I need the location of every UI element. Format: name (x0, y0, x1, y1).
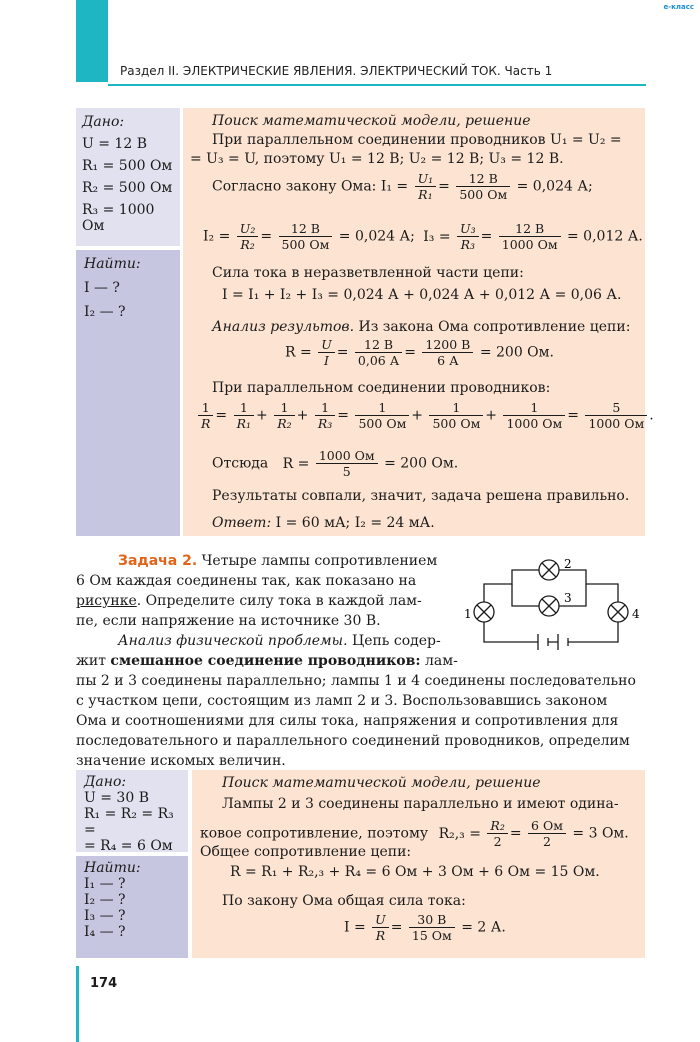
numerator: U₃ (457, 221, 479, 237)
lamp-1-icon (474, 602, 494, 622)
given-label: Дано: (84, 774, 127, 790)
formula-text: = 200 Ом. (479, 344, 554, 361)
fraction (585, 400, 647, 431)
denominator: 1000 Ом (588, 416, 645, 431)
numerator: 1 (429, 400, 483, 416)
publisher-logo: e-класс (663, 3, 694, 11)
denominator: R₃ (460, 237, 476, 252)
denominator: 15 Ом (411, 928, 452, 943)
formula-resistance: R = $\frac{U}{I}$ = $\frac{12 В}{0,06 А}$ = $\frac{1200 В}{6 А}$ = 200 Ом. (285, 337, 554, 368)
find-item: I₂ — ? (84, 304, 126, 320)
numerator: 6 Ом (528, 818, 566, 834)
analysis-label: Анализ результов. (212, 319, 355, 335)
denominator: R₁ (236, 416, 252, 431)
given-box-1 (76, 108, 180, 246)
denominator: 5 (342, 464, 351, 479)
fraction (355, 400, 409, 431)
denominator: 1000 Ом (501, 237, 558, 252)
find-label: Найти: (84, 860, 141, 876)
formula-text: Согласно закону Ома: (212, 178, 377, 195)
task-2-text: . Определите силу тока в каждой лам- (136, 593, 422, 609)
task-2-line (76, 592, 422, 610)
formula-text: = 0,012 А. (567, 228, 643, 245)
solution-line: По закону Ома общая сила тока: (222, 893, 466, 909)
analysis-line: с участком цепи, состоящим из ламп 2 и 3. Воспользовавшись законом (76, 693, 608, 709)
analysis-line: Ома и соотношениями для силы тока, напряжения и сопротивления для (76, 713, 619, 729)
formula-total-resistance: R = R₁ + R₂,₃ + R₄ = 6 Ом + 3 Ом + 6 Ом = 15 Ом. (230, 864, 600, 880)
formula-text: = 200 Ом. (384, 455, 459, 472)
numerator: 12 В (355, 337, 402, 353)
fraction (457, 221, 479, 252)
formula-hence (212, 448, 458, 479)
circuit-diagram (456, 556, 648, 654)
lamp-3-icon (539, 596, 559, 616)
answer-label: Ответ: (212, 515, 272, 531)
section-title: Раздел II. ЭЛЕКТРИЧЕСКИЕ ЯВЛЕНИЯ. ЭЛЕКТРИЧЕСКИЙ ТОК. Часть 1 (120, 64, 553, 78)
footer-accent-bar (76, 966, 79, 1042)
task-2-line (118, 552, 437, 570)
numerator: 1 (274, 400, 294, 416)
analysis-label: Анализ физической проблемы. (118, 633, 348, 649)
formula-text: = 0,024 А; (516, 178, 593, 195)
analysis-line: значение искомых величин. (76, 753, 286, 769)
denominator: R₃ (317, 416, 333, 431)
formula-text: I₃ = (423, 228, 451, 245)
find-item: I₃ — ? (84, 908, 126, 924)
fraction (503, 400, 565, 431)
formula-text: ковое сопротивление, поэтому (200, 825, 429, 842)
formula-text: R = (285, 344, 312, 361)
formula-text: I = (344, 919, 366, 936)
numerator: 12 В (279, 221, 333, 237)
given-label: Дано: (82, 114, 125, 130)
solution-line: Лампы 2 и 3 соединены параллельно и имеют одина- (222, 796, 619, 812)
solution-line: При параллельном соединении проводников U₁ = U₂ = (212, 132, 622, 148)
numerator: U₁ (415, 171, 437, 187)
solution-heading: Поиск математической модели, решение (222, 775, 541, 791)
numerator: 1 (198, 400, 213, 416)
formula-text: I₁ = (380, 178, 409, 195)
lamp-4-icon (608, 602, 628, 622)
denominator: R (201, 416, 211, 431)
solution-heading: Поиск математической модели, решение (212, 113, 531, 129)
find-item: I — ? (84, 280, 120, 296)
given-item: R₁ = R₂ = R₃ = (84, 806, 174, 838)
numerator: 1 (315, 400, 335, 416)
fraction (422, 337, 473, 368)
given-item: = R₄ = 6 Ом (84, 838, 173, 854)
solution-line: Общее сопротивление цепи: (200, 844, 412, 860)
solution-line: При параллельном соединении проводников: (212, 380, 551, 396)
solution-line: = U₃ = U, поэтому U₁ = 12 В; U₂ = 12 В; U₃ = 12 В. (190, 151, 564, 167)
lamp-2-icon (539, 560, 559, 580)
fraction (409, 912, 455, 943)
find-box-2 (76, 856, 188, 958)
given-item: R₁ = 500 Ом (82, 158, 173, 174)
formula-text: R = (282, 455, 310, 472)
analysis-line: последовательного и параллельного соединений проводников, определим (76, 733, 630, 749)
analysis-text: жит (76, 653, 106, 669)
denominator: R₂ (240, 237, 255, 252)
formula-reciprocal: $\frac{1}{R}$ = $\frac{1}{\text{R₁}}$ + $\frac{1}{\text{R₂}}$ + $\frac{1}{\text{R₃}}$ = $\frac{1}{500 Ом}$ + $\frac{1}{500 Ом}$ + $\frac{1}{1000 Ом}$ = $\frac{5}{1000 Ом}$ . (196, 400, 654, 431)
task-2-line: 6 Ом каждая соединены так, как показано на (76, 573, 417, 589)
denominator: R₂ (277, 416, 292, 431)
analysis-text: Из закона Ома сопротивление цепи: (358, 319, 631, 335)
formula-text: R₂,₃ = (438, 825, 481, 842)
conclusion-line: Результаты совпали, значит, задача решена правильно. (212, 488, 630, 504)
analysis-line (118, 632, 441, 650)
formula-total-current: I = I₁ + I₂ + I₃ = 0,024 А + 0,024 А + 0,012 А = 0,06 А. (222, 287, 622, 303)
denominator: 2 (543, 834, 551, 849)
denominator: I (323, 353, 329, 368)
fraction (316, 448, 378, 479)
fraction (274, 400, 294, 431)
analysis-bold: смешанное соединение проводников: (110, 653, 421, 669)
fraction (487, 818, 507, 849)
formula-r23: ковое сопротивление, поэтому R₂,₃ = $\frac{\text{R₂}}{2}$ = $\frac{6 Ом}{2}$ = 3 Ом. (200, 818, 629, 849)
numerator: 1000 Ом (316, 448, 378, 464)
analysis-line (212, 318, 630, 336)
formula-text: = 0,024 А; (338, 228, 415, 245)
numerator: 30 В (409, 912, 455, 928)
denominator: 500 Ом (459, 187, 508, 202)
denominator: 500 Ом (281, 237, 330, 252)
find-label: Найти: (84, 256, 141, 272)
fraction (415, 171, 437, 202)
solution-line: Сила тока в неразветвленной части цепи: (212, 265, 524, 281)
numerator: R₂ (487, 818, 507, 834)
formula-text: = 3 Ом. (572, 825, 629, 842)
given-item: U = 30 В (84, 790, 149, 806)
given-item: R₂ = 500 Ом (82, 180, 173, 196)
fraction (318, 337, 335, 368)
task-2-title: Задача 2. (118, 553, 198, 569)
numerator: 12 В (456, 171, 510, 187)
given-box-2 (76, 770, 188, 852)
formula-text: = 2 А. (461, 919, 506, 936)
find-item: I₄ — ? (84, 924, 126, 940)
formula-i1: Согласно закону Ома: I₁ = $\frac{\text{U₁}}{\text{R₁}}$ = $\frac{12 В}{500 Ом}$ = 0,024 А; (212, 171, 593, 202)
denominator: 6 А (437, 353, 459, 368)
lamp-label-3: 3 (564, 591, 572, 605)
find-item: I₁ — ? (84, 876, 126, 892)
header-accent-bar (76, 0, 108, 82)
numerator: U (372, 912, 389, 928)
fraction (499, 221, 561, 252)
answer-line (212, 514, 435, 532)
numerator: 12 В (499, 221, 561, 237)
lamp-label-4: 4 (632, 607, 640, 621)
formula-i2-i3: I₂ = $\frac{\text{U₂}}{\text{R₂}}$ = $\frac{12 В}{500 Ом}$ = 0,024 А; I₃ = $\frac{\text{U₃}}{\text{R₃}}$ = $\frac{12 В}{1000 Ом}$ = 0,012 А. (203, 221, 643, 252)
numerator: 1200 В (422, 337, 473, 353)
find-box-1 (76, 250, 180, 536)
fraction (279, 221, 333, 252)
fraction (237, 221, 259, 252)
formula-text: I₂ = (203, 228, 231, 245)
denominator: 1000 Ом (506, 416, 563, 431)
denominator: 2 (493, 834, 502, 849)
fraction (372, 912, 389, 943)
fraction (315, 400, 335, 431)
numerator: 1 (234, 400, 254, 416)
denominator: 500 Ом (358, 416, 407, 431)
lamp-label-1: 1 (464, 607, 472, 621)
fraction (234, 400, 254, 431)
fraction (429, 400, 483, 431)
analysis-text: лам- (425, 653, 458, 669)
analysis-line: пы 2 и 3 соединены параллельно; лампы 1 и 4 соединены последовательно (76, 673, 636, 689)
header-divider (108, 84, 646, 86)
fraction (198, 400, 213, 431)
lamp-label-2: 2 (564, 557, 572, 571)
task-2-text: Четыре лампы сопротивлением (201, 553, 438, 569)
numerator: 5 (585, 400, 647, 416)
analysis-text: Цепь содер- (351, 633, 441, 649)
denominator: 0,06 А (357, 353, 400, 368)
denominator: R (375, 928, 386, 943)
numerator: 1 (503, 400, 565, 416)
numerator: U₂ (237, 221, 259, 237)
denominator: R₁ (418, 187, 433, 202)
denominator: 500 Ом (432, 416, 481, 431)
fraction (355, 337, 402, 368)
analysis-line (76, 652, 458, 670)
circuit-wire (484, 612, 618, 642)
figure-link[interactable]: рисунке (76, 593, 137, 609)
fraction (456, 171, 510, 202)
numerator: U (318, 337, 335, 353)
task-2-line: пе, если напряжение на источнике 30 В. (76, 613, 381, 629)
page-number: 174 (90, 976, 118, 991)
formula-text: Отсюда (212, 455, 269, 472)
numerator: 1 (355, 400, 409, 416)
formula-current: I = $\frac{U}{R}$ = $\frac{30 В}{15 Ом}$ = 2 А. (344, 912, 506, 943)
given-item: U = 12 В (82, 136, 147, 152)
answer-value: I = 60 мА; I₂ = 24 мА. (275, 515, 435, 531)
find-item: I₂ — ? (84, 892, 126, 908)
given-item: R₃ = 1000 Ом (82, 202, 155, 234)
fraction (528, 818, 566, 849)
